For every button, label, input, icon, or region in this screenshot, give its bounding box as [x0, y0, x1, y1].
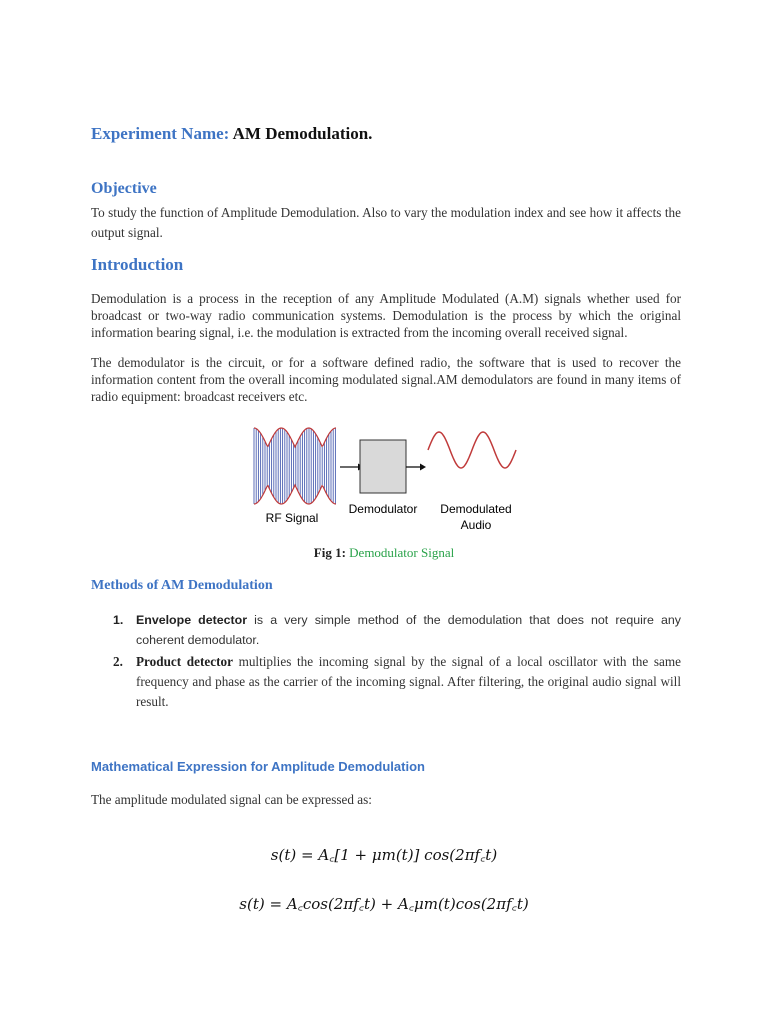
demodulator-figure	[248, 420, 528, 540]
rf-envelope-top	[254, 428, 336, 447]
introduction-title: Introduction	[91, 255, 184, 274]
methods-list	[91, 610, 681, 712]
objective-title: Objective	[91, 180, 157, 197]
rf-signal-carrier	[254, 428, 335, 504]
list-item-text: multiplies the incoming signal by the signal of a local oscillator with the same frequency and phase as the carrier of the incoming signal. After filtering, the original audio signal will result.	[136, 654, 681, 709]
math-title: Mathematical Expression for Amplitude Demodulation	[91, 759, 425, 774]
rf-envelope-bottom	[254, 485, 336, 504]
audio-label-line1: Demodulated	[440, 502, 512, 516]
objective-text: To study the function of Amplitude Demodulation. Also to vary the modulation index and see how it affects the output signal.	[91, 205, 681, 240]
list-item	[91, 610, 681, 650]
demodulator-diagram	[248, 420, 528, 540]
rf-signal-envelope	[254, 428, 336, 504]
list-item-term: Product detector	[136, 654, 233, 669]
list-item	[91, 652, 681, 712]
introduction-paragraph-1: Demodulation is a process in the reception of any Amplitude Modulated (A.M) signals whether used for broadcast or two-way radio communication systems. Demodulation is the process by which the original information bearing signal, i.e. the modulation is extracted from the incoming overall received signal.	[91, 291, 681, 340]
equation-2: s(t) = A꜀cos(2πf꜀t) + A꜀μm(t)cos(2πf꜀t)	[239, 895, 529, 913]
math-intro: The amplitude modulated signal can be expressed as:	[91, 792, 372, 807]
equation-1: s(t) = A꜀[1 + μm(t)] cos(2πf꜀t)	[270, 846, 498, 864]
experiment-heading	[91, 124, 372, 144]
list-item-text: is a very simple method of the demodulation that does not require any coherent demodulator.	[136, 613, 681, 647]
arrow-out-head	[420, 464, 426, 471]
experiment-name: AM Demodulation.	[232, 124, 373, 143]
figure-caption	[0, 545, 768, 561]
caption-text: Demodulator Signal	[349, 545, 455, 560]
list-item-number: 1.	[113, 613, 124, 627]
demodulator-label: Demodulator	[348, 502, 418, 516]
experiment-label: Experiment Name:	[91, 124, 230, 143]
demodulated-audio-wave	[428, 432, 516, 468]
list-item-number: 2.	[113, 654, 123, 669]
rf-signal-label: RF Signal	[265, 511, 319, 525]
list-item-term: Envelope detector	[136, 613, 248, 627]
caption-prefix: Fig 1:	[313, 545, 346, 560]
introduction-paragraph-2: The demodulator is the circuit, or for a software defined radio, the software that is used to recover the information content from the overall incoming modulated signal.AM demodulators are found in many items of radio equipment: broadcast receivers etc.	[91, 355, 681, 404]
audio-label-line2: Audio	[460, 518, 492, 532]
demodulator-block	[360, 440, 406, 493]
methods-title: Methods of AM Demodulation	[91, 578, 273, 593]
